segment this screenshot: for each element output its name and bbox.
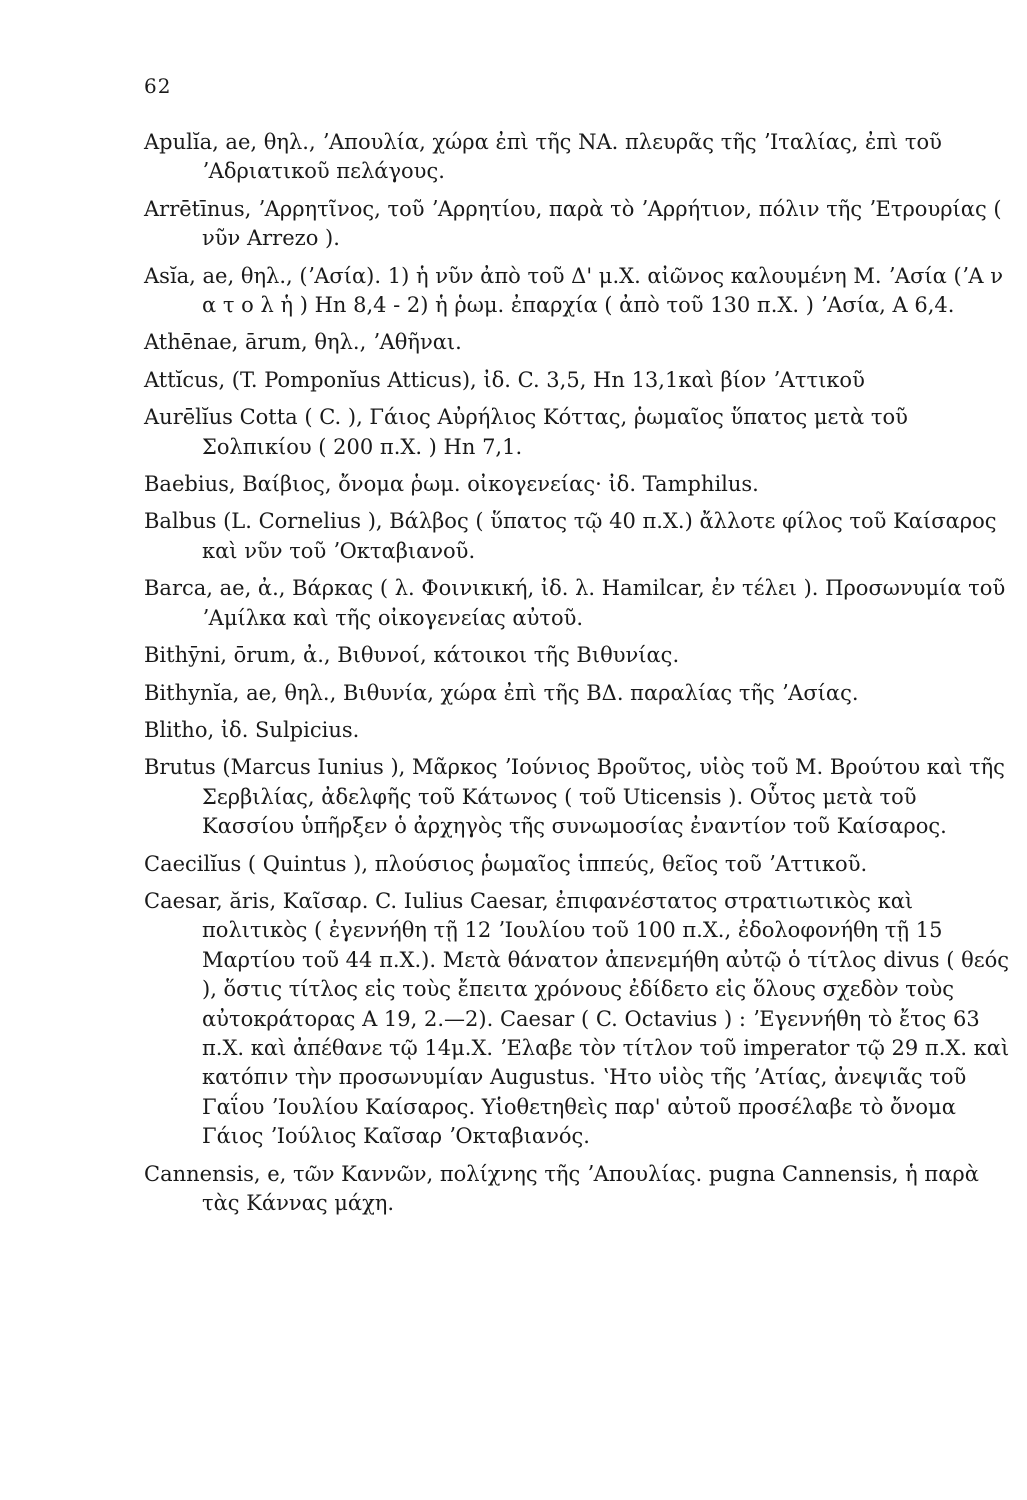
- page-number: 62: [144, 74, 172, 98]
- glossary-entry-apulia: Apulĭa, ae, θηλ., ʼΑπουλία, χώρα ἐπὶ τῆς ΝΑ. πλευρᾶς τῆς ʼΙταλίας, ἐπὶ τοῦ ʼΑδριατικοῦ πελάγους.: [144, 130, 942, 184]
- glossary-entry-aurelius: Aurēlĭus Cotta ( C. ), Γάιος Αὐρήλιος Κόττας, ῥωμαῖος ὕπατος μετὰ τοῦ Σολπικίου ( 200 π.Χ. ) Hn 7,1.: [144, 405, 908, 459]
- glossary-entry-caesar: Caesar, ăris, Καῖσαρ. C. Iulius Caesar, ἐπιφανέστατος στρατιωτικὸς καὶ πολιτικὸς ( ἐγεννήθη τῇ 12 ʼΙουλίου τοῦ 100 π.Χ., ἐδολοφονήθη τῇ 15 Μαρτίου τοῦ 44 π.Χ.). Μετὰ θάνατον ἀπενεμήθη αὐτῷ ὁ τίτλος divus ( θεός ), ὅστις τίτλος εἰς τοὺς ἔπειτα χρόνους ἐδίδετο εἰς ὅλους σχεδὸν τοὺς αὐτοκράτορας A 19, 2.—2). Caesar ( C. Octavius ) : ʼΕγεννήθη τὸ ἔτος 63 π.Χ. καὶ ἀπέθανε τῷ 14μ.Χ. ʼΕλαβε τὸν τίτλον τοῦ imperator τῷ 29 π.Χ. καὶ κατόπιν τὴν προσωνυμίαν Augustus. ʽΗτο υἱὸς τῆς ʼΑτίας, ἀνεψιᾶς τοῦ Γαΐου ʼΙουλίου Καίσαρος. Υἱοθετηθεὶς παρ' αὐτοῦ προσέλαβε τὸ ὄνομα Γάιος ʼΙούλιος Καῖσαρ ʼΟκταβιανός.: [144, 888, 1010, 1149]
- glossary-entry-athenae: Athēnae, ārum, θηλ., ʼΑθῆναι.: [144, 330, 462, 355]
- glossary-entry-asia: Asĭa, ae, θηλ., (ʼΑσία). 1) ἡ νῦν ἀπὸ τοῦ Δ' μ.Χ. αἰῶνος καλουμένη Μ. ʼΑσία (ʼΑ ν α τ ο λ ἡ ) Hn 8,4 - 2) ἡ ῥωμ. ἐπαρχία ( ἀπὸ τοῦ 130 π.Χ. ) ʼΑσία, A 6,4.: [144, 263, 1003, 318]
- glossary-entry-balbus: Balbus (L. Cornelius ), Βάλβος ( ὕπατος τῷ 40 π.Χ.) ἄλλοτε φίλος τοῦ Καίσαρος καὶ νῦν τοῦ ʼΟκταβιανοῦ.: [144, 509, 997, 563]
- glossary-entry-brutus: Brutus (Marcus Iunius ), Μᾶρκος ʼΙούνιος Βροῦτος, υἱὸς τοῦ Μ. Βρούτου καὶ τῆς Σερβιλίας, ἀδελφῆς τοῦ Κάτωνος ( τοῦ Uticensis ). Οὗτος μετὰ τοῦ Κασσίου ὑπῆρξεν ὁ ἀρχηγὸς τῆς συνωμοσίας ἐναντίον τοῦ Καίσαρος.: [144, 755, 1005, 839]
- glossary-entry-atticus: Attĭcus, (T. Pomponĭus Atticus), ἰδ. C. 3,5, Hn 13,1καὶ βίον ʼΑττικοῦ: [144, 367, 865, 392]
- glossary-entries: [144, 128, 1014, 1226]
- glossary-entry-bithyni: Bithȳni, ōrum, ἀ., Βιθυνοί, κάτοικοι τῆς Βιθυνίας.: [144, 643, 680, 668]
- glossary-entry-barca: Barca, ae, ἀ., Βάρκας ( λ. Φοινικική, ἰδ. λ. Hamilcar, ἐν τέλει ). Προσωνυμία τοῦ ʼΑμίλκα καὶ τῆς οἰκογενείας αὐτοῦ.: [144, 576, 1006, 630]
- glossary-entry-cannensis: Cannensis, e, τῶν Καννῶν, πολίχνης τῆς ʼΑπουλίας. pugna Cannensis, ἡ παρὰ τὰς Κάννας μάχη.: [144, 1161, 979, 1215]
- glossary-entry-bithynia: Bithynĭa, ae, θηλ., Βιθυνία, χώρα ἐπὶ τῆς ΒΔ. παραλίας τῆς ʼΑσίας.: [144, 680, 859, 705]
- glossary-entry-blitho: Blitho, ἰδ. Sulpicius.: [144, 717, 360, 742]
- glossary-entry-arretinus: Arrētīnus, ʼΑρρητῖνος, τοῦ ʼΑρρητίου, παρὰ τὸ ʼΑρρήτιον, πόλιν τῆς ʼΕτρουρίας ( νῦν Arrezo ).: [144, 196, 1002, 251]
- glossary-entry-caecilius: Caecilĭus ( Quintus ), πλούσιος ῥωμαῖος ἱππεύς, θεῖος τοῦ ʼΑττικοῦ.: [144, 851, 868, 876]
- glossary-entry-baebius: Baebius, Βαίβιος, ὄνομα ῥωμ. οἰκογενείας· ἰδ. Tamphilus.: [144, 472, 759, 497]
